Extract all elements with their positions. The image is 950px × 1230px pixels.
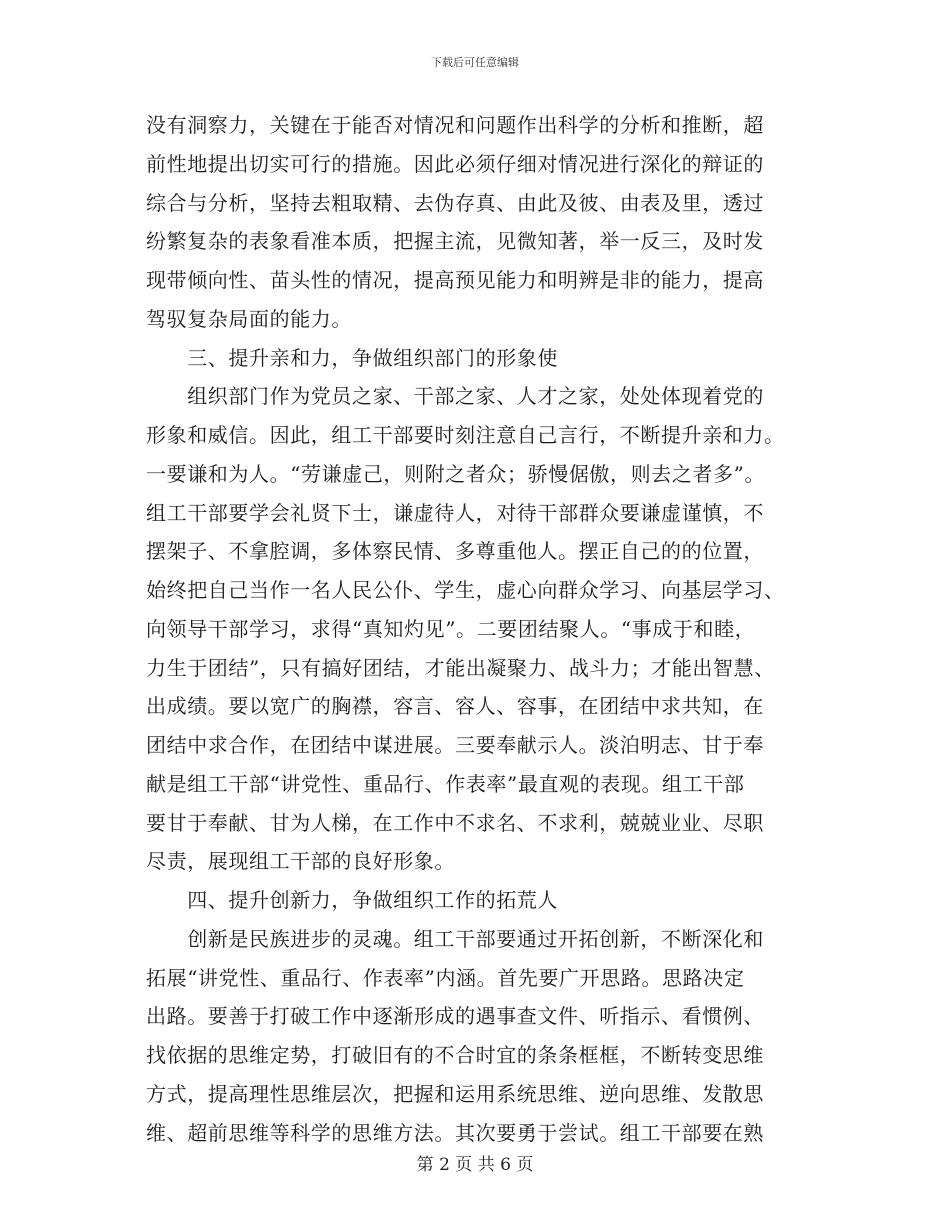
text-line: 始终把自己当作一名人民公仆、学生，虚心向群众学习、向基层学习、	[146, 578, 785, 602]
text-line: 组工干部要学会礼贤下士，谦虚待人，对待干部群众要谦虚谨慎，不	[146, 500, 764, 525]
text-line: 拓展“讲党性、重品行、作表率”内涵。首先要广开思路。思路决定	[146, 965, 745, 990]
text-line: 摆架子、不拿腔调，多体察民情、多尊重他人。摆正自己的的位置，	[146, 539, 764, 564]
text-line: 纷繁复杂的表象看准本质，把握主流，见微知著，举一反三，及时发	[146, 229, 764, 254]
text-line: 要甘于奉献、甘为人梯，在工作中不求名、不求利，兢兢业业、尽职	[146, 810, 764, 835]
text-line: 组织部门作为党员之家、干部之家、人才之家，处处体现着党的	[146, 384, 764, 409]
text-line: 出成绩。要以宽广的胸襟，容言、容人、容事，在团结中求共知，在	[146, 694, 764, 719]
text-line: 驾驭复杂局面的能力。	[146, 306, 352, 331]
text-line: 团结中求合作，在团结中谋进展。三要奉献示人。淡泊明志、甘于奉	[146, 733, 764, 757]
text-line: 维、超前思维等科学的思维方法。其次要勇于尝试。组工干部要在熟	[146, 1120, 764, 1145]
text-line: 力生于团结”，只有搞好团结，才能出凝聚力、战斗力；才能出智慧、	[146, 655, 775, 680]
text-line: 献是组工干部“讲党性、重品行、作表率”最直观的表现。组工干部	[146, 771, 745, 796]
section-heading-4: 四、提升创新力，争做组织工作的拓荒人	[146, 888, 558, 912]
text-line: 找依据的思维定势，打破旧有的不合时宜的条条框框，不断转变思维	[146, 1043, 764, 1067]
text-line: 一要谦和为人。“劳谦虚己，则附之者众；骄慢倨傲，则去之者多”。	[146, 461, 766, 486]
text-line: 尽责，展现组工干部的良好形象。	[146, 849, 455, 874]
section-heading-3: 三、提升亲和力，争做组织部门的形象使	[146, 345, 558, 370]
document-body	[146, 106, 806, 1152]
text-line: 出路。要善于打破工作中逐渐形成的遇事查文件、听指示、看惯例、	[146, 1004, 764, 1029]
page-footer: 第 2 页 共 6 页	[416, 1155, 534, 1175]
text-line: 创新是民族进步的灵魂。组工干部要通过开拓创新，不断深化和	[146, 926, 764, 951]
text-line: 方式，提高理性思维层次，把握和运用系统思维、逆向思维、发散思	[146, 1081, 764, 1106]
text-line: 前性地提出切实可行的措施。因此必须仔细对情况进行深化的辩证的	[146, 151, 764, 176]
text-line: 形象和威信。因此，组工干部要时刻注意自己言行，不断提升亲和力。	[146, 423, 785, 447]
text-line: 没有洞察力，关键在于能否对情况和问题作出科学的分析和推断，超	[146, 113, 764, 137]
text-line: 综合与分析，坚持去粗取精、去伪存真、由此及彼、由表及里，透过	[146, 190, 764, 215]
text-line: 向领导干部学习，求得“真知灼见”。二要团结聚人。“事成于和睦，	[146, 616, 756, 641]
text-line: 现带倾向性、苗头性的情况，提高预见能力和明辨是非的能力，提高	[146, 268, 764, 292]
page-header: 下载后可任意编辑	[431, 56, 519, 69]
